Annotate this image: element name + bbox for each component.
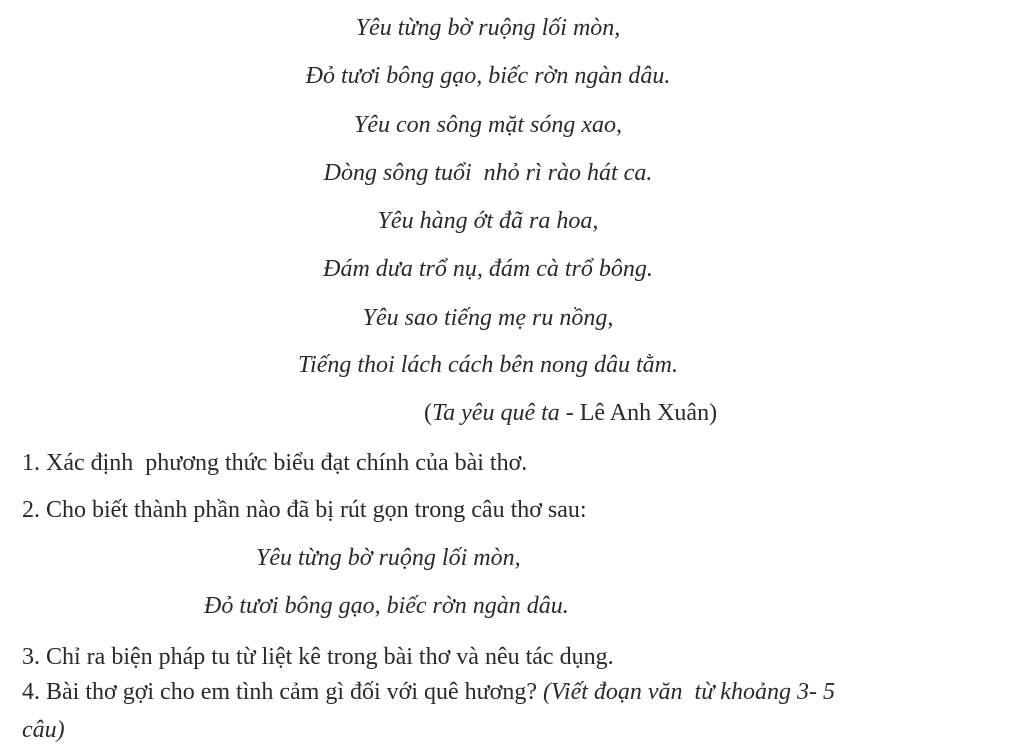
quote-line-1: Yêu từng bờ ruộng lối mòn, bbox=[256, 545, 521, 571]
poem-line-7: Yêu sao tiếng mẹ ru nồng, bbox=[362, 305, 614, 331]
poem-line-2: Đỏ tươi bông gạo, biếc rờn ngàn dâu. bbox=[305, 63, 671, 89]
question-2: 2. Cho biết thành phần nào đã bị rút gọn trong câu thơ sau: bbox=[22, 497, 587, 523]
poem-line-5: Yêu hàng ớt đã ra hoa, bbox=[377, 208, 599, 234]
source-title: Ta yêu quê ta bbox=[432, 400, 560, 426]
question-4-note: (Viết đoạn văn từ khoảng 3- 5 bbox=[543, 679, 835, 705]
source-author: - Lê Anh Xuân) bbox=[559, 400, 718, 426]
poem-line-4: Dòng sông tuổi nhỏ rì rào hát ca. bbox=[323, 160, 653, 186]
poem-line-8: Tiếng thoi lách cách bên nong dâu tằm. bbox=[298, 352, 678, 378]
question-4-note-continued: câu) bbox=[22, 717, 65, 743]
poem-source bbox=[424, 398, 717, 428]
poem-line-1: Yêu từng bờ ruộng lối mòn, bbox=[355, 15, 621, 41]
poem-line-3: Yêu con sông mặt sóng xao, bbox=[354, 112, 622, 138]
question-3: 3. Chỉ ra biện pháp tu từ liệt kê trong bài thơ và nêu tác dụng. bbox=[22, 644, 614, 670]
question-4 bbox=[22, 677, 835, 707]
question-1: 1. Xác định phương thức biểu đạt chính của bài thơ. bbox=[22, 450, 528, 476]
poem-line-6: Đám dưa trổ nụ, đám cà trổ bông. bbox=[323, 256, 653, 282]
question-4-text: 4. Bài thơ gợi cho em tình cảm gì đối với quê hương? bbox=[22, 679, 544, 705]
source-open-paren: ( bbox=[424, 400, 432, 426]
quote-line-2: Đỏ tươi bông gạo, biếc rờn ngàn dâu. bbox=[204, 593, 569, 619]
